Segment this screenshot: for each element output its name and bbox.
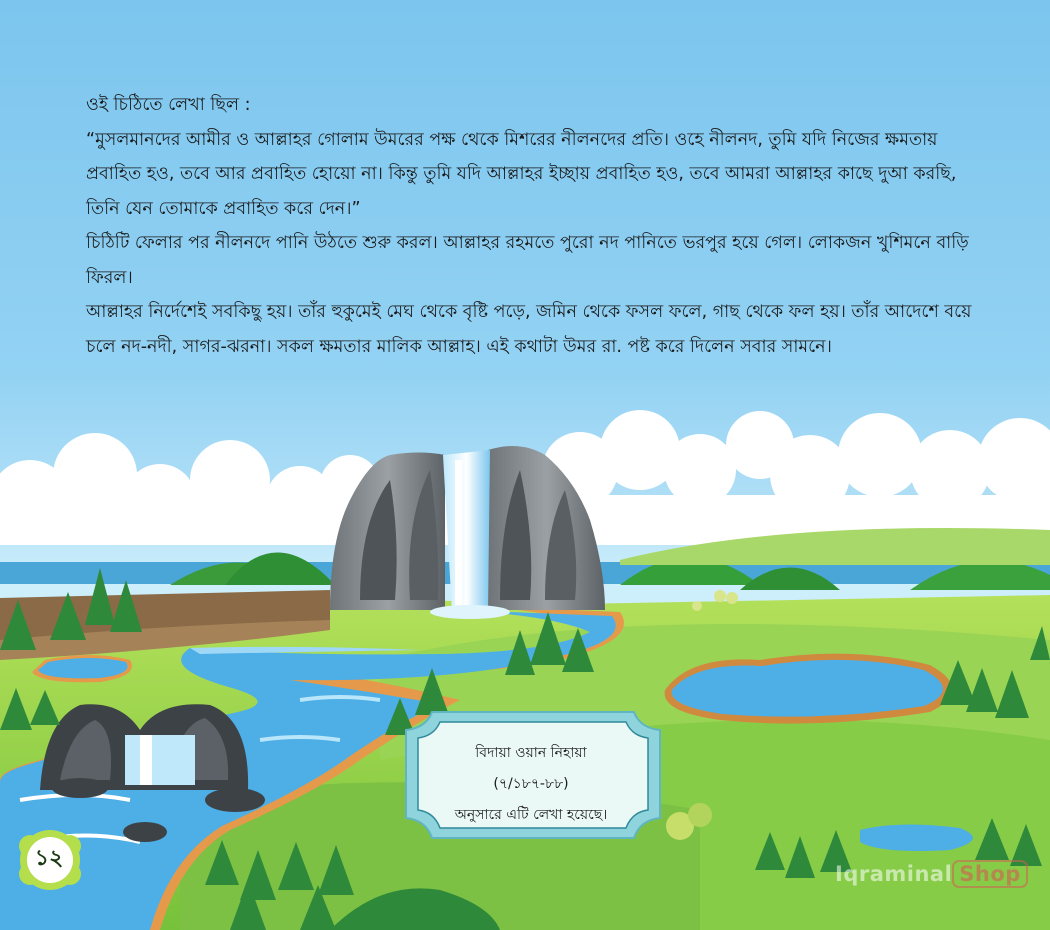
story-paragraph: আল্লাহর নির্দেশেই সবকিছু হয়। তাঁর হুকুমেই মেঘ থেকে বৃষ্টি পড়ে, জমিন থেকে ফসল ফলে, গাছ থেকে ফল হয়। তাঁর আদেশে বয়ে চলে নদ-নদী, সাগর-ঝরনা। সকল ক্ষমতার মালিক আল্লাহ। এই কথাটা উমর রা. পষ্ট করে দিলেন সবার সামনে। [86,302,972,357]
reference-plaque [418,738,644,831]
plaque-line: বিদায়া ওয়ান নিহায়া [475,745,587,761]
watermark-shop: Shop [952,860,1028,888]
story-text [86,88,976,364]
watermark-brand: Iqraminal [835,862,953,886]
story-paragraph: চিঠিটি ফেলার পর নীলনদে পানি উঠতে শুরু করল। আল্লাহর রহমতে পুরো নদ পানিতে ভরপুর হয়ে গেল। লোকজন খুশিমনে বাড়ি ফিরল। [86,233,969,288]
watermark [835,860,1028,888]
page-number: ১২ [34,846,64,871]
story-paragraph: “মুসলমানদের আমীর ও আল্লাহর গোলাম উমরের পক্ষ থেকে মিশরের নীলনদের প্রতি। ওহে নীলনদ, তুমি যদি নিজের ক্ষমতায় প্রবাহিত হও, তবে আর প্রবাহিত হোয়ো না। কিন্তু তুমি যদি আল্লাহর ইচ্ছায় প্রবাহিত হও, তবে আমরা আল্লাহর কাছে দুআ করছি, তিনি যেন তোমাকে প্রবাহিত করে দেন।” [86,129,957,219]
plaque-line: (৭/১৮৭-৮৮) [493,776,569,792]
story-paragraph: ওই চিঠিতে লেখা ছিল : [86,95,251,115]
plaque-line: অনুসারে এটি লেখা হয়েছে। [454,807,608,823]
